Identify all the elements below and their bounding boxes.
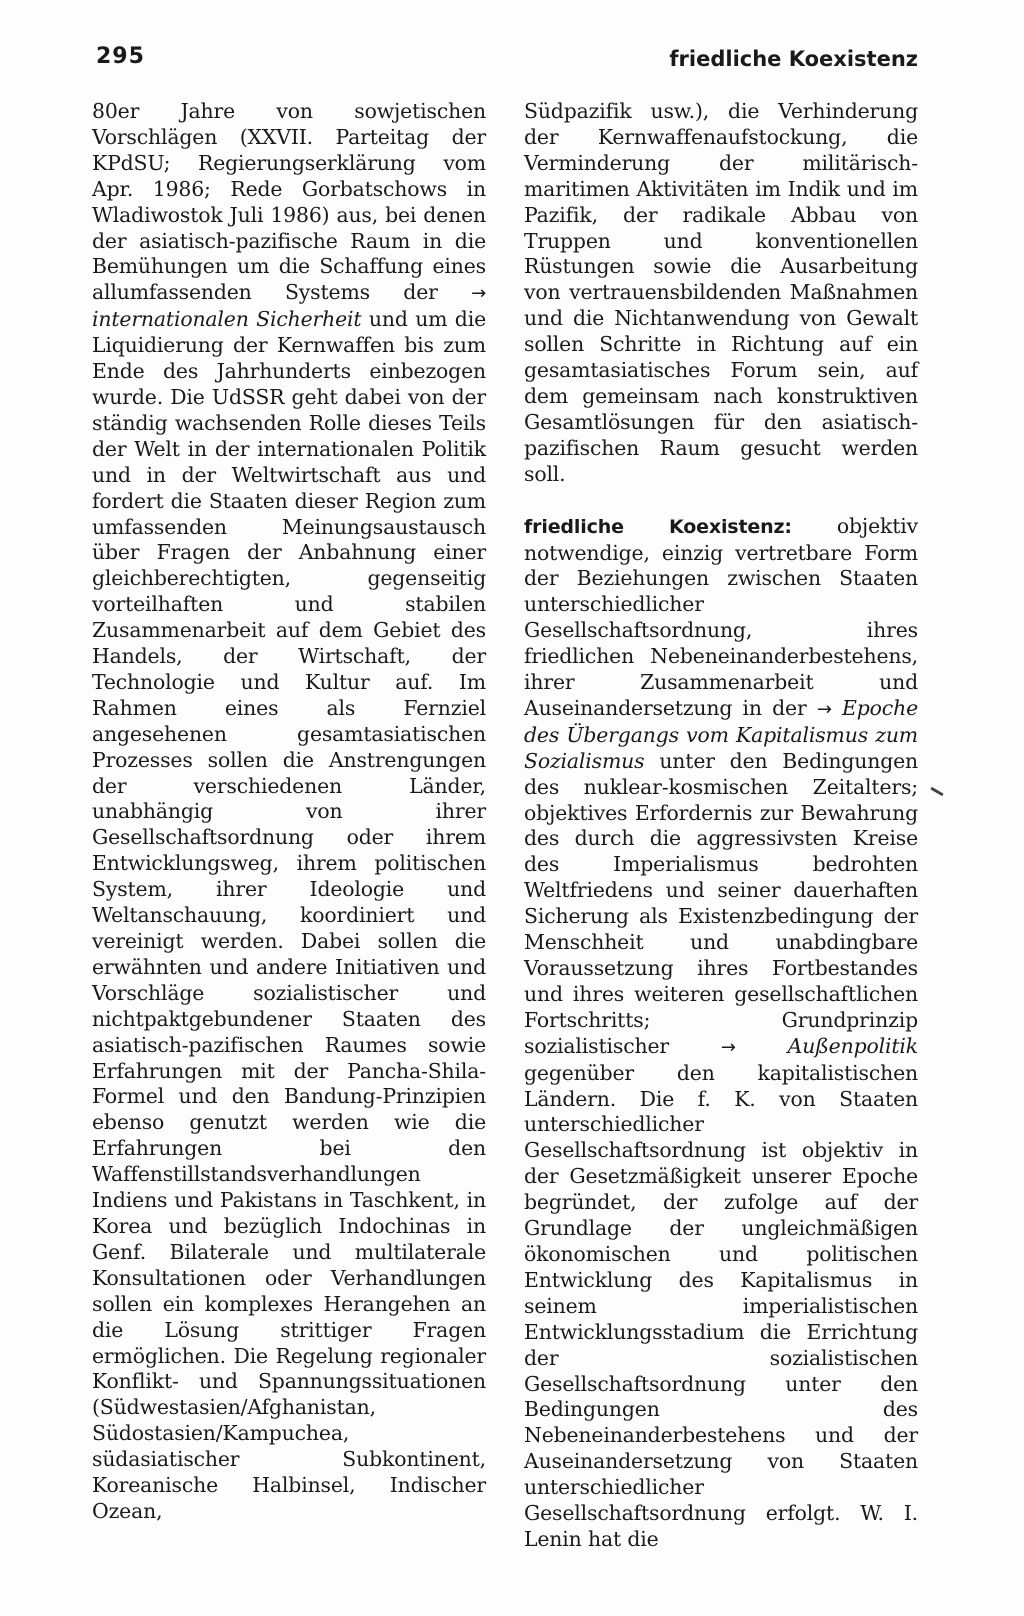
cross-reference: internationalen Sicherheit xyxy=(92,307,362,332)
cross-reference-arrow: → xyxy=(471,283,486,305)
continued-paragraph-end xyxy=(524,99,918,488)
page-header xyxy=(96,44,918,84)
entry-text: unter den Bedingungen des nuklear-kosmischen Zeitalters; objektives Erfordernis zur Bewahrung des durch die aggressivsten Kreise des Imperialismus bedrohten Weltfriedens und seiner dauerhaften Sicherung als Existenzbedingung der Menschheit und unabdingbare Voraussetzung ihres Fortbestandes und ihres weiteren gesellschaftlichen Fortschritts; Grundprinzip sozialistischer xyxy=(524,748,918,1058)
running-head: friedliche Koexistenz xyxy=(669,47,918,71)
body-text: 80er Jahre von sowjetischen Vorschlägen (XXVII. Parteitag der KPdSU; Regierungserklärung vom Apr. 1986; Rede Gorbatschows in Wladiwostok Juli 1986) aus, bei denen der asiatisch-pazifische Raum in die Bemühungen um die Schaffung eines allumfassenden Systems der xyxy=(92,99,486,305)
cross-reference: Außenpolitik xyxy=(787,1033,918,1058)
body-text: und um die Liquidierung der Kernwaffen bis zum Ende des Jahrhunderts einbezogen wurde. Die UdSSR geht dabei von der ständig wachsenden Rolle dieses Teils der Welt in der internationalen Politik und in der Weltwirtschaft aus und fordert die Staaten dieser Region zum umfassenden Meinungsaustausch über Fragen der Anbahnung einer gleichberechtigten, gegenseitig vorteilhaften und stabilen Zusammenarbeit auf dem Gebiet des Handels, der Wirtschaft, der Technologie und Kultur auf. Im Rahmen eines als Fernziel angesehenen gesamtasiatischen Prozesses sollen die Anstrengungen der verschiedenen Länder, unabhängig von ihrer Gesellschaftsordnung oder ihrem Entwicklungsweg, ihrem politischen System, ihrer Ideologie und Weltanschauung, koordiniert und vereinigt werden. Dabei sollen die erwähnten und andere Initiativen und Vorschläge sozialistischer und nichtpaktgebundener Staaten des asiatisch-pazifischen Raumes sowie Erfahrungen mit der Pancha-Shila-Formel und den Bandung-Prinzipien ebenso genutzt werden wie die Erfahrungen bei den Waffenstillstandsverhandlungen Indiens und Pakistans in Taschkent, in Korea und bezüglich Indochinas in Genf. Bilaterale und multilaterale Konsultationen oder Verhandlungen sollen ein komplexes Herangehen an die Lösung strittiger Fragen ermöglichen. Die Regelung regionaler Konflikt- und Spannungssituationen (Südwestasien/Afghanistan, Südostasien/Kampuchea, südasiatischer Subkontinent, Koreanische Halbinsel, Indischer Ozean, xyxy=(92,307,486,1523)
entry-text: objektiv notwendige, einzig vertretbare Form der Beziehungen zwischen Staaten unterschiedlicher Gesellschaftsordnung, ihres friedlichen Nebeneinanderbestehens, ihrer Zusammenarbeit und Auseinandersetzung in der xyxy=(524,513,918,720)
scan-speck xyxy=(930,787,944,797)
left-column xyxy=(92,99,486,1525)
entry-lemma: friedliche Koexistenz: xyxy=(524,515,792,538)
body-text: Südpazifik usw.), die Verhinderung der Kernwaffenaufstockung, die Verminderung der militärisch-maritimen Aktivitäten im Indik und im Pazifik, der radikale Abbau von Truppen und konventionellen Rüstungen sowie die Ausarbeitung von vertrauensbildenden Maßnahmen und die Nichtanwendung von Gewalt sollen Schritte in Richtung auf ein gesamtasiatisches Forum sein, auf dem gemeinsam nach konstruktiven Gesamtlösungen für den asiatisch-pazifischen Raum gesucht werden soll. xyxy=(524,99,918,486)
continued-paragraph xyxy=(92,99,486,1525)
dictionary-entry xyxy=(524,514,918,1553)
page-number: 295 xyxy=(96,44,145,69)
cross-reference-arrow: → xyxy=(720,1036,736,1058)
right-column xyxy=(524,99,918,1553)
entry-text: gegenüber den kapitalistischen Ländern. Die f. K. von Staaten unterschiedlicher Gesellschaftsordnung ist objektiv in der Gesetzmäßigkeit unserer Epoche begründet, der zufolge auf der Grundlage der ungleichmäßigen ökonomischen und politischen Entwicklung des Kapitalismus in seinem imperialistischen Entwicklungsstadium die Errichtung der sozialistischen Gesellschaftsordnung unter den Bedingungen des Nebeneinanderbestehens und der Auseinandersetzung von Staaten unterschiedlicher Gesellschaftsordnung erfolgt. W. I. Lenin hat die xyxy=(524,1060,918,1551)
cross-reference-arrow: → xyxy=(816,698,832,720)
cross-reference: Epoche des Übergangs vom Kapitalismus zum Sozialismus xyxy=(524,695,918,773)
